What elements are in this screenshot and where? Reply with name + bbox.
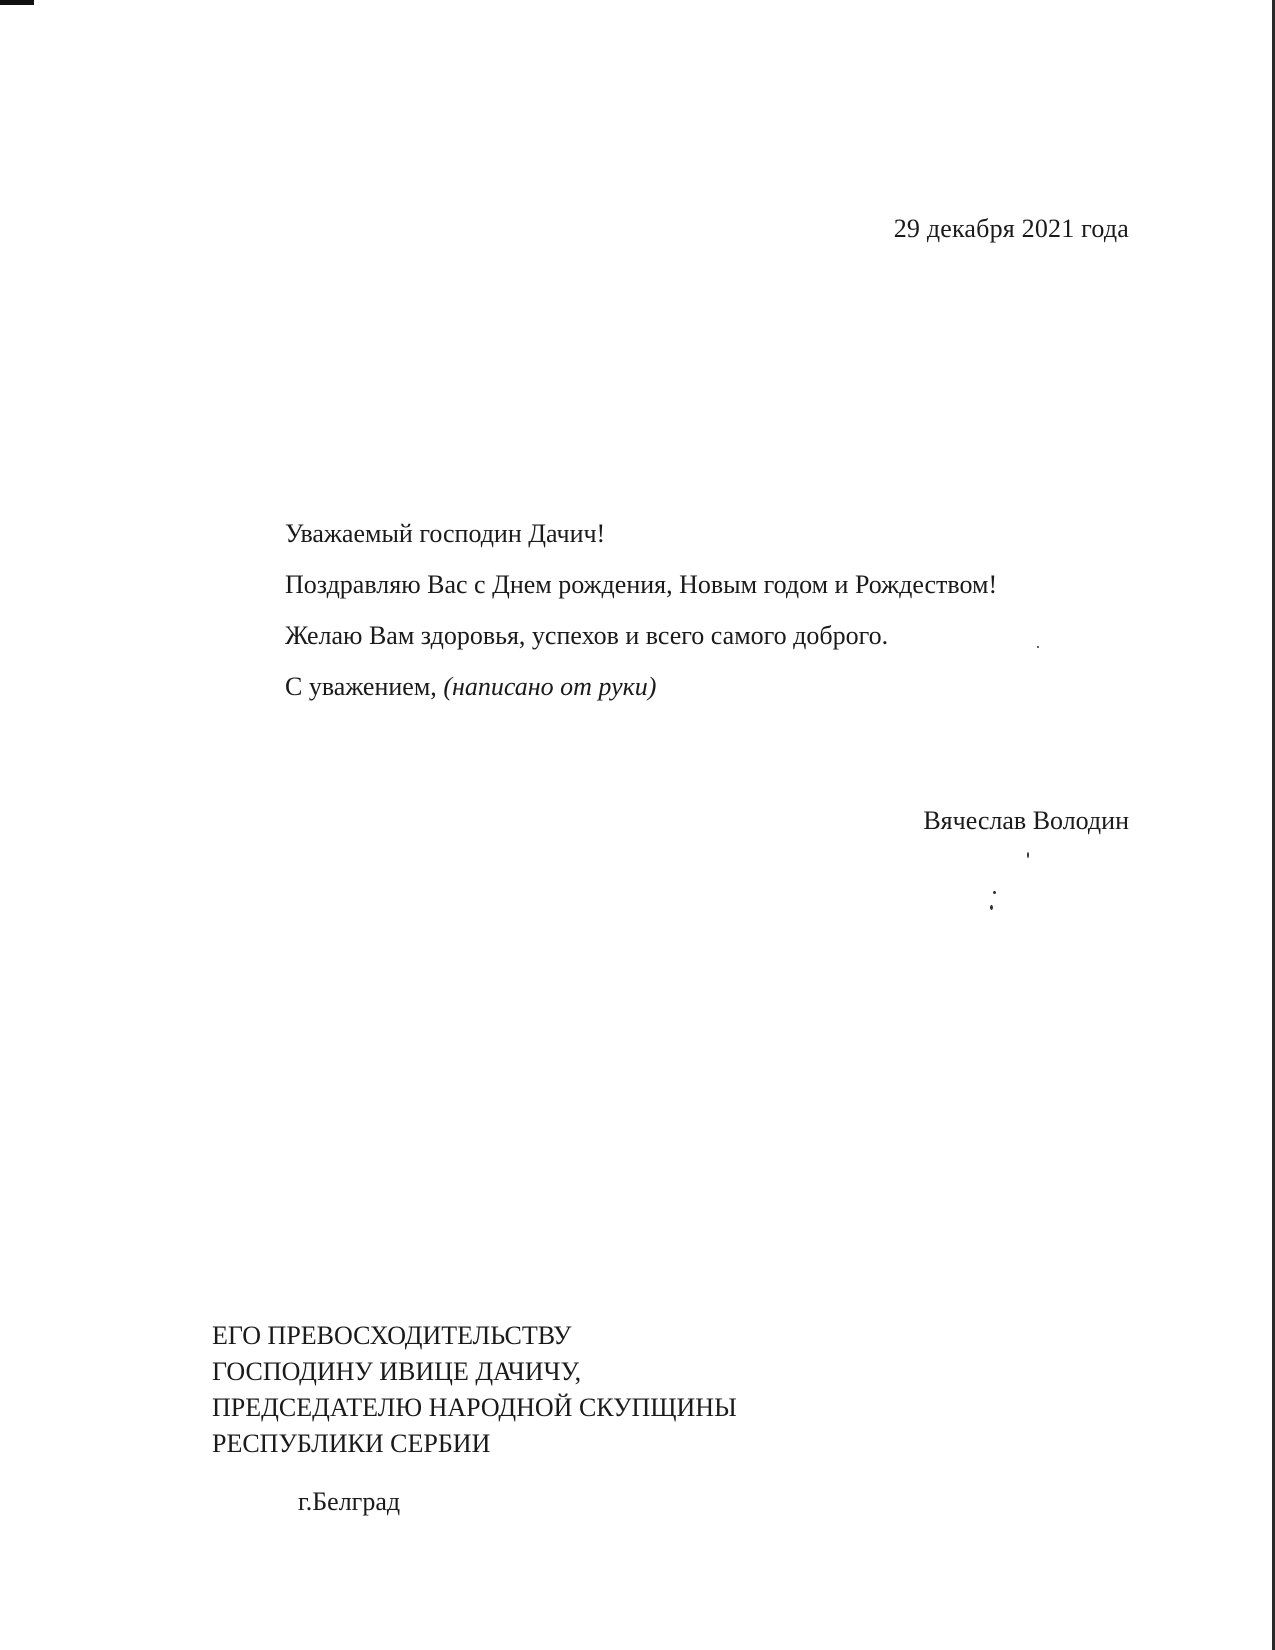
addressee-block — [212, 1318, 737, 1462]
closing-line — [285, 661, 997, 712]
scan-speck — [993, 891, 996, 894]
addressee-city: г.Белград — [298, 1487, 401, 1516]
addressee-line: ПРЕДСЕДАТЕЛЮ НАРОДНОЙ СКУПЩИНЫ — [212, 1393, 737, 1422]
scan-speck — [1027, 852, 1029, 858]
scan-speck — [990, 905, 993, 910]
closing-text: С уважением, — [285, 672, 437, 701]
addressee-line: ГОСПОДИНУ ИВИЦЕ ДАЧИЧУ, — [212, 1357, 582, 1386]
addressee-line: ЕГО ПРЕВОСХОДИТЕЛЬСТВУ — [212, 1321, 572, 1350]
letter-date: 29 декабря 2021 года — [893, 214, 1129, 243]
wishes-line: Желаю Вам здоровья, успехов и всего самого доброго. — [285, 621, 889, 650]
scan-corner-mark — [0, 0, 34, 5]
signatory-name: Вячеслав Володин — [923, 806, 1129, 835]
congratulation-line: Поздравляю Вас с Днем рождения, Новым годом и Рождеством! — [285, 570, 998, 599]
addressee-line: РЕСПУБЛИКИ СЕРБИИ — [212, 1429, 491, 1458]
scan-speck — [1037, 646, 1039, 648]
letter-body — [285, 508, 997, 712]
greeting: Уважаемый господин Дачич! — [285, 519, 606, 548]
handwritten-note: (написано от руки) — [443, 672, 657, 701]
